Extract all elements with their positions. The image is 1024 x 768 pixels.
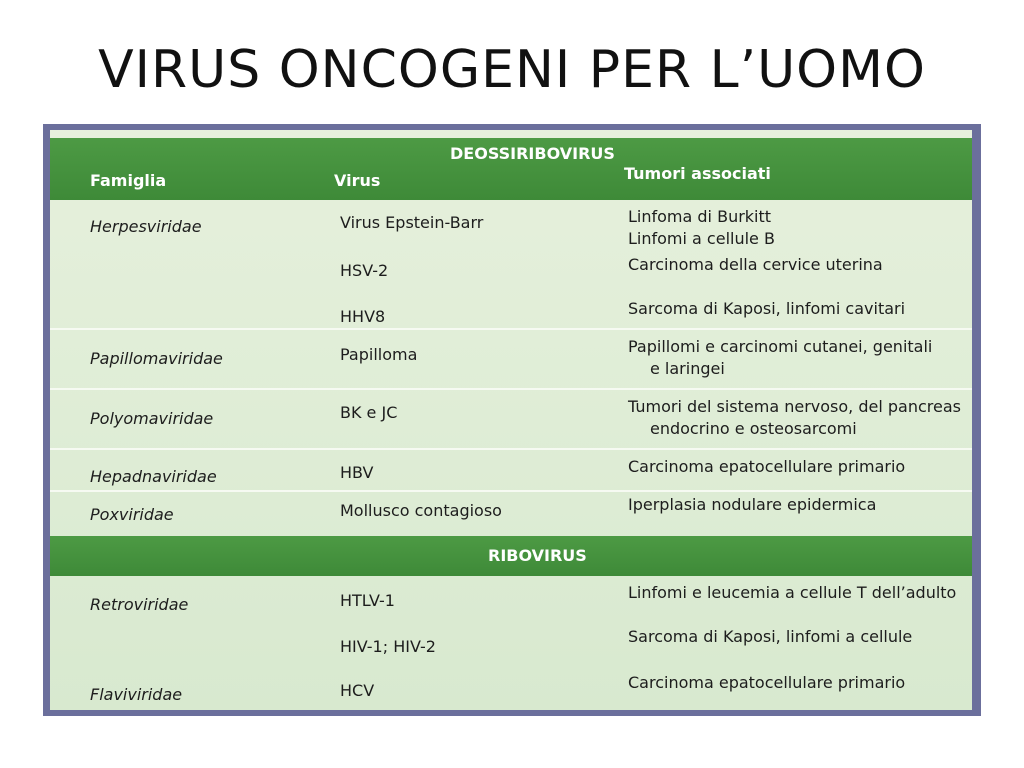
tumor-line: Sarcoma di Kaposi, linfomi cavitari xyxy=(628,299,906,318)
tumor-line: Linfomi e leucemia a cellule T dell’adulto xyxy=(628,583,957,602)
column-header-tumors: Tumori associati xyxy=(624,164,771,183)
rna-group-title: RIBOVIRUS xyxy=(488,546,587,565)
tumor-line: e laringei xyxy=(650,359,725,378)
tumor-cell xyxy=(628,456,905,478)
tumor-line: Tumori del sistema nervoso, del pancreas xyxy=(628,397,961,416)
virus-cell: HTLV-1 xyxy=(340,591,395,610)
tumor-cell xyxy=(628,298,905,320)
tumor-cell xyxy=(628,336,932,380)
tumor-line: endocrino e osteosarcomi xyxy=(650,419,857,438)
tumor-line: Papillomi e carcinomi cutanei, genitali xyxy=(628,337,933,356)
column-header-family: Famiglia xyxy=(90,171,167,190)
virus-cell: BK e JC xyxy=(340,403,398,422)
dna-group-title: DEOSSIRIBOVIRUS xyxy=(450,144,615,163)
table-page xyxy=(50,130,972,710)
tumor-line: Linfoma di Burkitt xyxy=(628,207,772,226)
row-divider xyxy=(50,448,972,450)
slide-title: VIRUS ONCOGENI PER L’UOMO xyxy=(98,40,926,100)
tumor-cell xyxy=(628,582,956,604)
row-divider xyxy=(50,328,972,330)
tumor-cell xyxy=(628,206,775,250)
family-cell: Hepadnaviridae xyxy=(90,467,217,486)
virus-cell: HIV-1; HIV-2 xyxy=(340,637,436,656)
virus-cell: Mollusco contagioso xyxy=(340,501,502,520)
family-cell: Herpesviridae xyxy=(90,217,202,236)
family-cell: Papillomaviridae xyxy=(90,349,223,368)
row-divider xyxy=(50,388,972,390)
virus-cell: HCV xyxy=(340,681,375,700)
tumor-cell xyxy=(628,254,883,276)
virus-cell: HSV-2 xyxy=(340,261,389,280)
row-divider xyxy=(50,490,972,492)
column-header-virus: Virus xyxy=(334,171,381,190)
family-cell: Polyomaviridae xyxy=(90,409,214,428)
tumor-line: Carcinoma della cervice uterina xyxy=(628,255,883,274)
virus-cell: Virus Epstein-Barr xyxy=(340,213,484,232)
virus-cell: HHV8 xyxy=(340,307,386,326)
tumor-line: Linfomi a cellule B xyxy=(628,229,775,248)
family-cell: Poxviridae xyxy=(90,505,174,524)
tumor-line: Sarcoma di Kaposi, linfomi a cellule xyxy=(628,627,913,646)
table-photo-frame xyxy=(43,124,981,716)
rna-header-band xyxy=(50,536,972,576)
tumor-cell xyxy=(628,672,905,694)
dna-header-band xyxy=(50,138,972,200)
tumor-line: Iperplasia nodulare epidermica xyxy=(628,495,877,514)
virus-cell: Papilloma xyxy=(340,345,418,364)
tumor-cell xyxy=(628,396,961,440)
family-cell: Retroviridae xyxy=(90,595,189,614)
tumor-cell xyxy=(628,626,912,648)
tumor-line: Carcinoma epatocellulare primario xyxy=(628,673,906,692)
tumor-cell xyxy=(628,494,876,516)
family-cell: Flaviviridae xyxy=(90,685,183,704)
tumor-line: Carcinoma epatocellulare primario xyxy=(628,457,906,476)
virus-cell: HBV xyxy=(340,463,374,482)
